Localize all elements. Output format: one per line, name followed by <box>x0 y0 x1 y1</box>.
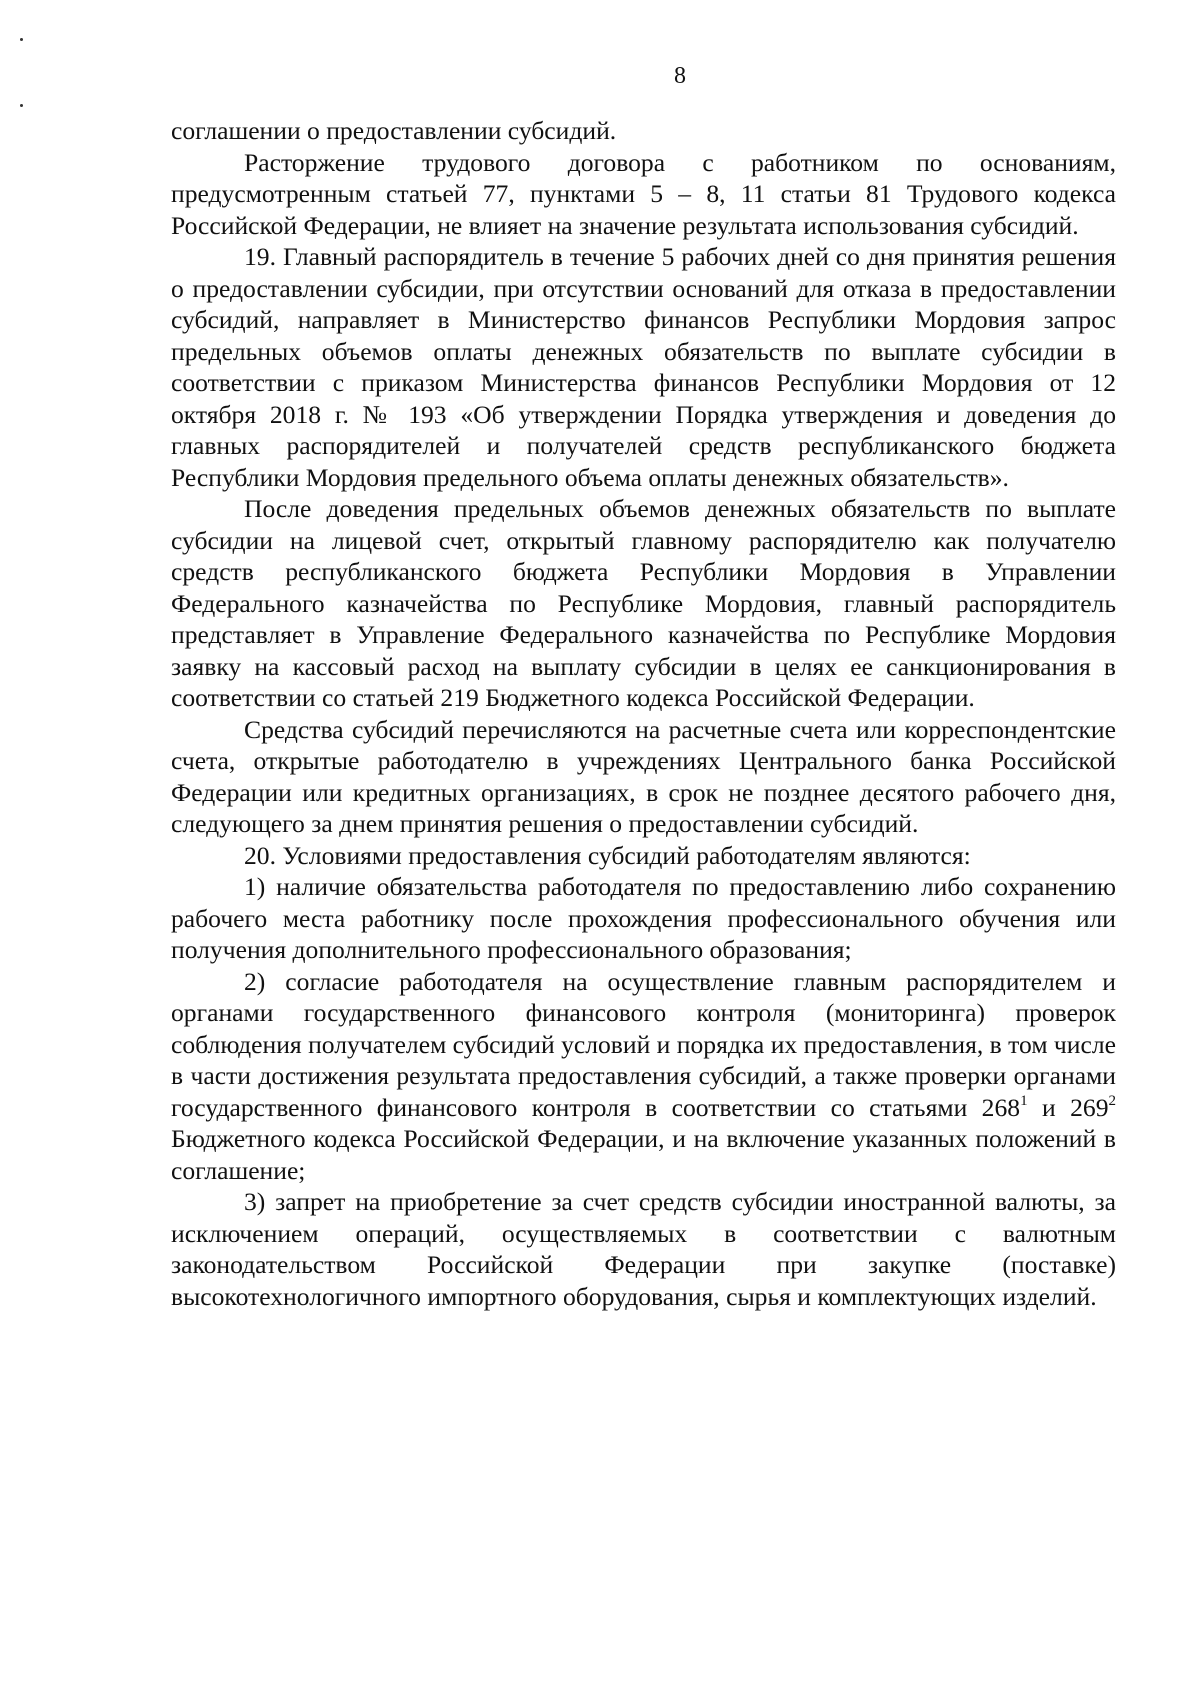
document-body <box>171 115 1116 1312</box>
paragraph-with-footnotes <box>171 966 1116 1187</box>
paragraph: 1) наличие обязательства работодателя по предоставлению либо сохранению рабочего места работнику после прохождения профессионального обучения или получения дополнительного профессионального образования; <box>171 872 1116 964</box>
paragraph: 20. Условиями предоставления субсидий работодателям являются: <box>244 840 971 870</box>
paragraph: соглашении о предоставлении субсидий. <box>171 116 617 145</box>
paragraph: Расторжение трудового договора с работником по основаниям, предусмотренным статьей 77, пунктами 5 – 8, 11 статьи 81 Трудового кодекса Российской Федерации, не влияет на значение результата использования субсидий. <box>171 147 1116 240</box>
paragraph: После доведения предельных объемов денежных обязательств по выплате субсидии на лицевой счет, открытый главному распорядителю как получателю средств республиканского бюджета Республики Мордовия в Управлении Федерального казначейства по Республике Мордовия, главный распорядитель представляет в Управление Федерального казначейства по Республике Мордовия заявку на кассовый расход на выплату субсидии в целях ее санкционирования в соответствии со статьей 219 Бюджетного кодекса Российской Федерации. <box>171 494 1116 712</box>
paragraph: Средства субсидий перечисляются на расчетные счета или корреспондентские счета, открытые работодателю в учреждениях Центрального банка Российской Федерации или кредитных организациях, в срок не позднее десятого рабочего дня, следующего за днем принятия решения о предоставлении субсидий. <box>171 714 1116 838</box>
scan-artifact-dot <box>20 38 23 41</box>
superscript: 1 <box>1020 1092 1028 1109</box>
superscript: 2 <box>1108 1092 1116 1109</box>
paragraph-text: и 269 <box>1027 1092 1109 1122</box>
scan-artifact-dot <box>20 104 23 107</box>
paragraph: 19. Главный распорядитель в течение 5 рабочих дней со дня принятия решения о предоставлении субсидии, при отсутствии оснований для отказа в предоставлении субсидий, направляет в Министерство финансов Республики Мордовия запрос предельных объемов оплаты денежных обязательств по выплате субсидии в соответствии с приказом Министерства финансов Республики Мордовия от 12 октября 2018 г. № 193 «Об утверждении Порядка утверждения и доведения до главных распорядителей и получателей средств республиканского бюджета Республики Мордовия предельного объема оплаты денежных обязательств». <box>171 242 1116 492</box>
page-number: 8 <box>674 63 686 89</box>
paragraph-text: Бюджетного кодекса Российской Федерации, и на включение указанных положений в соглашение; <box>171 1124 1116 1185</box>
paragraph: 3) запрет на приобретение за счет средств субсидии иностранной валюты, за исключением операций, осуществляемых в соответствии с валютным законодательством Российской Федерации при закупке (поставке) высокотехнологичного импортного оборудования, сырья и комплектующих изделий. <box>171 1187 1116 1311</box>
paragraph-text: 2) согласие работодателя на осуществление главным распорядителем и органами государственного финансового контроля (мониторинга) проверок соблюдения получателем субсидий условий и порядка их предоставления, в том числе в части достижения результата предоставления субсидий, а также проверки органами государственного финансового контроля в соответствии со статьями 268 <box>171 966 1116 1122</box>
